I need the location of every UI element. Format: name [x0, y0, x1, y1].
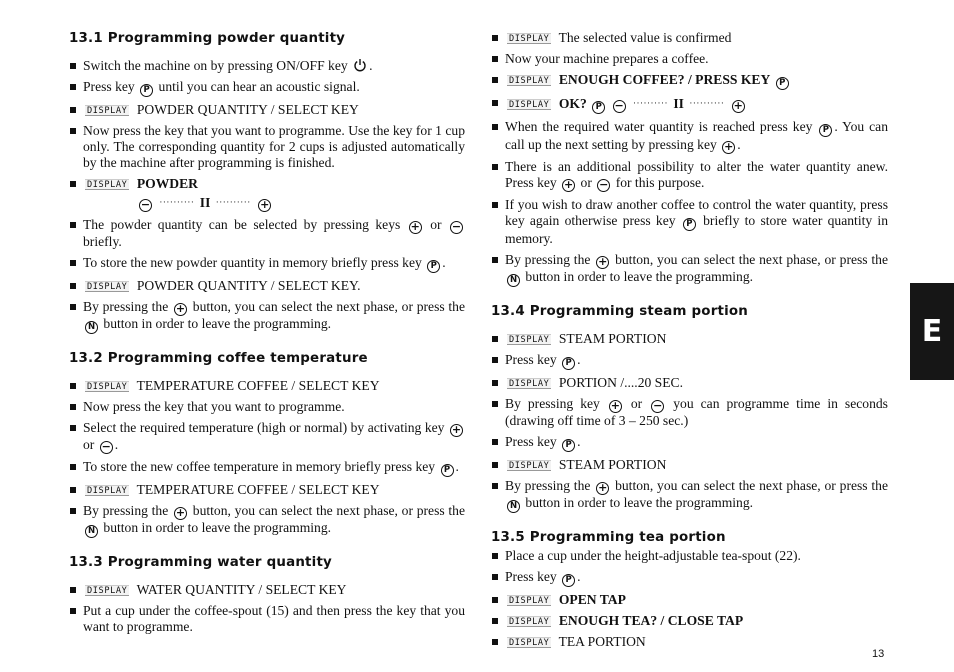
list-item: The powder quantity can be selected by pressing keys + or − briefly.	[69, 217, 465, 250]
list-item: DISPLAY PORTION /....20 SEC.	[491, 375, 888, 391]
list-item: There is an additional possibility to alter the water quantity anew. Press key + or − for this purpose.	[491, 159, 888, 192]
plus-key-icon: +	[175, 302, 186, 315]
list-item: Press key P .	[491, 434, 888, 452]
p-key-icon: P	[140, 84, 153, 97]
plus-key-icon: +	[564, 178, 574, 191]
plus-key-icon: +	[175, 506, 186, 519]
plus-key-icon: +	[724, 140, 734, 153]
display-icon: DISPLAY	[509, 76, 550, 86]
list-item: DISPLAY The selected value is confirmed	[491, 30, 888, 46]
p-key-icon: P	[441, 464, 454, 477]
list-item: DISPLAY OPEN TAP	[491, 592, 888, 608]
display-icon: DISPLAY	[87, 282, 128, 292]
section-13-3-title: 13.3 Programming water quantity	[69, 555, 332, 570]
page-number: 13	[872, 648, 885, 660]
list-item: By pressing key + or − you can programme time in seconds (drawing off time of 3 – 250 sec.)	[491, 396, 888, 429]
list-item: DISPLAY TEMPERATURE COFFEE / SELECT KEY	[69, 378, 465, 394]
display-icon: DISPLAY	[509, 100, 550, 110]
display-icon: DISPLAY	[509, 617, 550, 627]
list-item: DISPLAY POWDER QUANTITY / SELECT KEY.	[69, 278, 465, 294]
list-item: DISPLAY OK? P − ·········· II ·········· +	[491, 95, 888, 114]
list-item: DISPLAY POWDER − ·········· II ·········· +	[69, 176, 465, 212]
list-item: DISPLAY TEMPERATURE COFFEE / SELECT KEY	[69, 482, 465, 498]
list-item: DISPLAY STEAM PORTION	[491, 457, 888, 473]
minus-key-icon: −	[101, 440, 111, 453]
list-item: By pressing the + button, you can select the next phase, or press the N button in order to leave the programming.	[491, 478, 888, 513]
list-item: DISPLAY WATER QUANTITY / SELECT KEY	[69, 582, 465, 598]
plus-key-icon: +	[598, 481, 608, 494]
list-item: Put a cup under the coffee-spout (15) and then press the key that you want to programme.	[69, 603, 465, 635]
scale-row: − ·········· II ·········· +	[140, 195, 270, 211]
p-key-icon: P	[592, 101, 605, 114]
list-item: Select the required temperature (high or normal) by activating key + or − .	[69, 420, 465, 454]
list-item: DISPLAY ENOUGH TEA? / CLOSE TAP	[491, 613, 888, 629]
display-icon: DISPLAY	[509, 34, 550, 44]
list-item: By pressing the + button, you can select the next phase, or press the N button in order to leave the programming.	[491, 252, 888, 287]
p-key-icon: P	[683, 218, 696, 231]
list-item: By pressing the + button, you can select the next phase, or press the N button in order to leave the programming.	[69, 299, 465, 334]
list-item: Press key P .	[491, 352, 888, 370]
minus-key-icon: −	[140, 198, 151, 211]
p-key-icon: P	[562, 357, 575, 370]
n-key-icon: N	[85, 525, 98, 538]
p-key-icon: P	[776, 77, 789, 90]
right-column	[491, 30, 888, 655]
section-13-4-title: 13.4 Programming steam portion	[491, 304, 749, 319]
minus-key-icon: −	[614, 99, 624, 112]
plus-key-icon: +	[598, 255, 608, 268]
language-tab-letter: E	[921, 313, 943, 349]
list-item: By pressing the + button, you can select the next phase, or press the N button in order to leave the programming.	[69, 503, 465, 538]
n-key-icon: N	[85, 321, 98, 334]
list-item: To store the new powder quantity in memory briefly press key P .	[69, 255, 465, 273]
list-item: Now press the key that you want to programme.	[69, 399, 465, 415]
p-key-icon: P	[562, 574, 575, 587]
p-key-icon: P	[562, 439, 575, 452]
display-icon: DISPLAY	[509, 379, 550, 389]
n-key-icon: N	[507, 274, 520, 287]
n-key-icon: N	[507, 500, 520, 513]
plus-key-icon: +	[410, 220, 420, 233]
section-13-2-title: 13.2 Programming coffee temperature	[69, 351, 368, 366]
display-icon: DISPLAY	[509, 461, 550, 471]
list-item: DISPLAY POWDER QUANTITY / SELECT KEY	[69, 102, 465, 118]
display-icon: DISPLAY	[87, 106, 128, 116]
list-item: Now press the key that you want to programme. Use the key for 1 cup only. The corresponding quantity for 2 cups is adjusted automatically by the machine after programming is finished.	[69, 123, 465, 171]
display-icon: DISPLAY	[509, 638, 550, 648]
list-item: To store the new coffee temperature in memory briefly press key P .	[69, 459, 465, 477]
plus-key-icon: +	[260, 198, 270, 211]
minus-key-icon: −	[653, 399, 663, 412]
list-item: DISPLAY ENOUGH COFFEE? / PRESS KEY P	[491, 72, 888, 90]
list-item: When the required water quantity is reached press key P . You can call up the next setting by pressing key + .	[491, 119, 888, 154]
section-13-1-title: 13.1 Programming powder quantity	[69, 31, 346, 46]
p-key-icon: P	[427, 260, 440, 273]
display-icon: DISPLAY	[509, 335, 550, 345]
plus-key-icon: +	[610, 399, 620, 412]
p-key-icon: P	[819, 124, 832, 137]
display-icon: DISPLAY	[87, 586, 128, 596]
minus-key-icon: −	[599, 178, 609, 191]
list-item: Now your machine prepares a coffee.	[491, 51, 888, 67]
list-item: DISPLAY TEA PORTION	[491, 634, 888, 650]
list-item: Press key P .	[491, 569, 888, 587]
plus-key-icon: +	[451, 423, 462, 436]
section-13-5-title: 13.5 Programming tea portion	[491, 530, 726, 545]
list-item: Press key P until you can hear an acoustic signal.	[69, 79, 465, 97]
display-icon: DISPLAY	[87, 180, 128, 190]
list-item: DISPLAY STEAM PORTION	[491, 331, 888, 347]
plus-key-icon: +	[733, 99, 743, 112]
display-icon: DISPLAY	[87, 382, 128, 392]
list-item: If you wish to draw another coffee to control the water quantity, press key again otherwise press key P briefly to store water quantity in memory.	[491, 197, 888, 247]
display-icon: DISPLAY	[87, 486, 128, 496]
power-key-icon	[353, 58, 367, 72]
display-icon: DISPLAY	[509, 596, 550, 606]
minus-key-icon: −	[451, 220, 462, 233]
language-tab	[910, 283, 954, 380]
left-column	[69, 30, 465, 640]
list-item: Switch the machine on by pressing ON/OFF key .	[69, 58, 465, 74]
list-item: Place a cup under the height-adjustable tea-spout (22).	[491, 548, 888, 564]
